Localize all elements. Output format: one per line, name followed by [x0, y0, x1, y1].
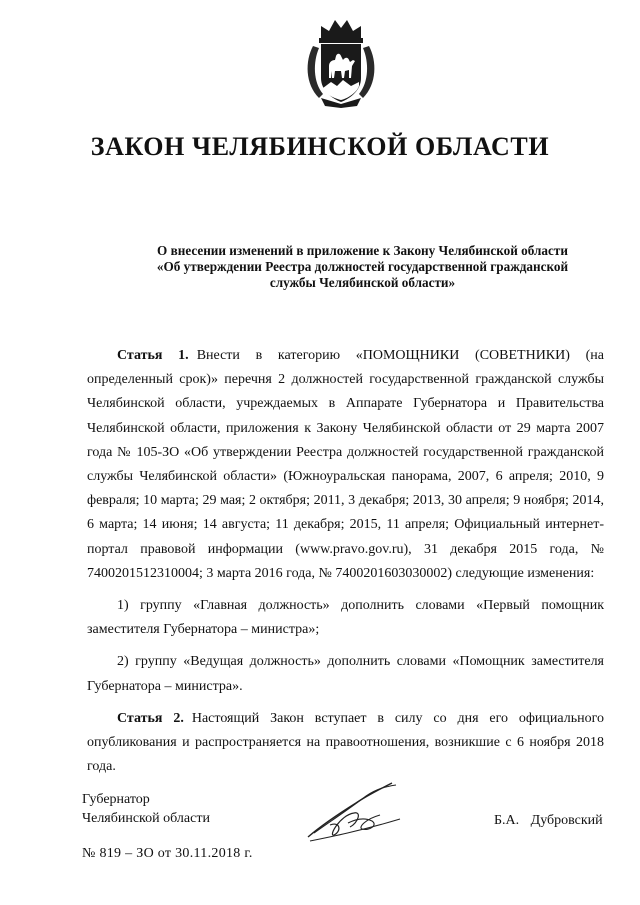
article-1-text: Внести в категорию «ПОМОЩНИКИ (СОВЕТНИКИ) (на определенный срок)» перечня 2 должностей государственной гражданской службы Челябинской области, учреждаемых в Аппарате Губернатора и Правительства Челябинской области, приложения к Закону Челябинской области от 29 марта 2007 года № 105-ЗО «Об утверждении Реестра должностей государственной гражданской службы Челябинской области» (Южноуральская панорама, 2007, 6 апреля; 2010, 9 февраля; 10 марта; 29 мая; 2 октября; 2011, 3 декабря; 2013, 30 апреля; 9 ноября; 2014, 6 марта; 14 июня; 14 августа; 11 декабря; 2015, 11 апреля; Официальный интернет-портал правовой информации (www.pravo.gov.ru), 31 декабря 2015 года, № 7400201512310004; 3 марта 2016 года, № 7400201603030002) следующие изменения:: [87, 348, 604, 581]
article-1-item-2: 2) группу «Ведущая должность» дополнить словами «Помощник заместителя Губернатора – министра».: [87, 654, 604, 694]
article-1: [87, 344, 604, 707]
subject-line: службы Челябинской области»: [269, 275, 456, 290]
article-2-body: [87, 707, 604, 780]
law-number: № 819 – ЗО от 30.11.2018 г.: [82, 846, 253, 861]
article-2: [87, 707, 604, 780]
law-title: ЗАКОН ЧЕЛЯБИНСКОЙ ОБЛАСТИ: [90, 132, 550, 161]
signer-name: Б.А. Дубровский: [494, 813, 603, 828]
handwritten-signature: [300, 775, 420, 855]
article-1-body: [87, 344, 604, 586]
subject-line: О внесении изменений в приложение к Закону Челябинской области: [157, 243, 568, 258]
signer-position: Губернатор: [82, 792, 150, 807]
chelyabinsk-coat-of-arms-icon: [299, 16, 383, 108]
article-2-text: Настоящий Закон вступает в силу со дня его официального опубликования и распространяется на правоотношения, возникшие с 6 ноября 2018 года.: [87, 711, 605, 775]
article-1-items: [87, 594, 604, 699]
article-1-item-1: 1) группу «Главная должность» дополнить словами «Первый помощник заместителя Губернатора – министра»;: [87, 598, 604, 638]
law-subject: [130, 243, 595, 291]
article-1-label: Статья 1.: [117, 348, 189, 363]
article-2-label: Статья 2.: [117, 711, 184, 726]
signer-block: [82, 790, 210, 828]
subject-line: «Об утверждении Реестра должностей государственной гражданской: [156, 259, 569, 274]
signer-region: Челябинской области: [82, 811, 210, 826]
